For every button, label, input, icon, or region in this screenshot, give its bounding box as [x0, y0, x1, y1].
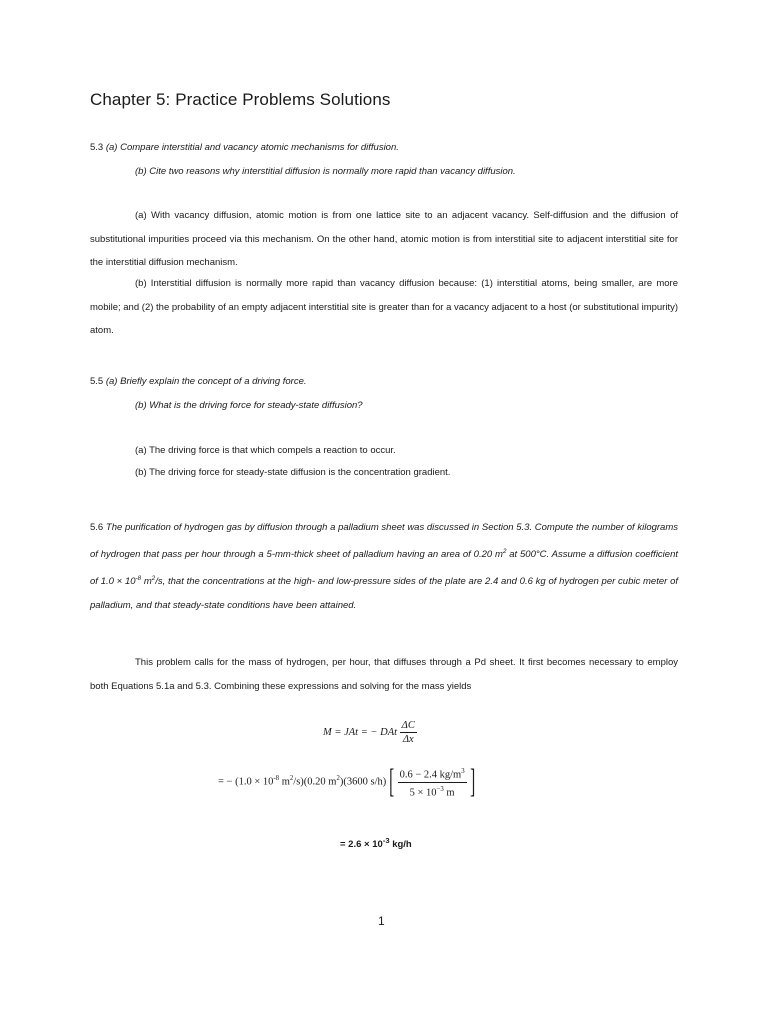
right-bracket: ] — [469, 763, 475, 800]
result-unit: kg/h — [389, 839, 412, 851]
question-a: (a) Briefly explain the concept of a driving force. — [105, 376, 307, 387]
answer-5-3-b — [90, 272, 678, 343]
exponent: 2 — [336, 774, 340, 782]
numerator-text: 0.6 − 2.4 kg/m — [399, 769, 462, 781]
answer-text: (a) With vacancy diffusion, atomic motion is from one lattice site to an adjacent vacancy. Self-diffusion and the diffusion of substitutional impurities proceed via this mechanism. On the other hand, atomic motion is from interstitial site to adjacent interstitial site for the interstitial diffusion mechanism. — [90, 210, 678, 269]
answer-text: (b) Interstitial diffusion is normally more rapid than vacancy diffusion because: (1) interstitial atoms, being smaller, are more mobile; and (2) the probability of an empty adjacent interstitial site is greater than for a vacancy adjacent to a host (or substitutional impurity) atom. — [90, 278, 678, 337]
exponent: 2 — [289, 774, 294, 782]
problem-5-3-question — [90, 136, 678, 184]
page-title: Chapter 5: Practice Problems Solutions — [90, 90, 391, 109]
question-b: (b) What is the driving force for steady-state diffusion? — [135, 400, 363, 411]
exponent: -8 — [273, 774, 280, 782]
problem-5-5-question — [90, 370, 678, 418]
equation-term: m — [279, 776, 290, 788]
page-number: 1 — [378, 914, 385, 928]
fraction-denominator: Δx — [402, 734, 414, 745]
question-text: The purification of hydrogen gas by diffusion through a palladium sheet was discussed in Section 5.3. Compute the number of kilograms of hydrogen that pass per hour through a 5-mm-thick sheet of palladium having an area of 0.20 m — [90, 522, 678, 560]
question-text: m — [141, 575, 152, 587]
left-bracket: [ — [389, 763, 395, 800]
answer-5-5-a: (a) The driving force is that which compels a reaction to occur. — [135, 445, 396, 456]
fraction-numerator: ΔC — [401, 720, 415, 731]
exponent: 3 — [461, 768, 465, 775]
superscript: -8 — [135, 574, 142, 582]
problem-number: 5.5 — [90, 376, 104, 387]
denominator-unit: m — [443, 787, 455, 798]
result-value: = 2.6 × 10 — [340, 839, 383, 851]
problem-5-6-question — [90, 516, 678, 618]
equation-mass-flux — [323, 719, 417, 746]
question-text: /s, that the concentrations at the high- and low-pressure sides of the plate are 2.4 and 0.6 kg of hydrogen per cubic meter of palladium, and that steady-state conditions have been attained. — [90, 575, 678, 611]
answer-5-5-b: (b) The driving force for steady-state diffusion is the concentration gradient. — [135, 467, 451, 478]
equation-substitution — [218, 765, 478, 799]
answer-text: This problem calls for the mass of hydrogen, per hour, that diffuses through a Pd sheet. It first becomes necessary to employ both Equations 5.1a and 5.3. Combining these expressions and solving for the mass yields — [90, 657, 678, 692]
fraction-numerator — [398, 765, 467, 783]
denominator-text: 5 × 10 — [409, 787, 437, 798]
question-b: (b) Cite two reasons why interstitial diffusion is normally more rapid than vacancy diffusion. — [135, 166, 516, 177]
fraction — [400, 719, 417, 746]
answer-5-6 — [90, 651, 678, 698]
problem-number: 5.6 — [90, 522, 104, 533]
fraction-denominator — [408, 783, 457, 800]
equation-term: /s)(0.20 m — [293, 776, 337, 788]
equation-term: )(3600 s/h) — [339, 776, 387, 788]
question-text: at 500°C. Assume a diffusion coefficient of 1.0 × 10 — [90, 548, 679, 587]
problem-number: 5.3 — [90, 142, 104, 153]
superscript: 2 — [151, 574, 156, 582]
superscript: 2 — [502, 547, 507, 555]
question-a: (a) Compare interstitial and vacancy atomic mechanisms for diffusion. — [105, 142, 399, 153]
exponent: -3 — [382, 836, 390, 845]
equation-result — [340, 836, 412, 850]
fraction — [398, 765, 467, 799]
answer-5-3-a — [90, 204, 678, 275]
equation-lhs: M = JAt = − DAt — [323, 726, 398, 738]
exponent: −3 — [436, 785, 444, 793]
equation-term: = − (1.0 × 10 — [218, 776, 274, 788]
